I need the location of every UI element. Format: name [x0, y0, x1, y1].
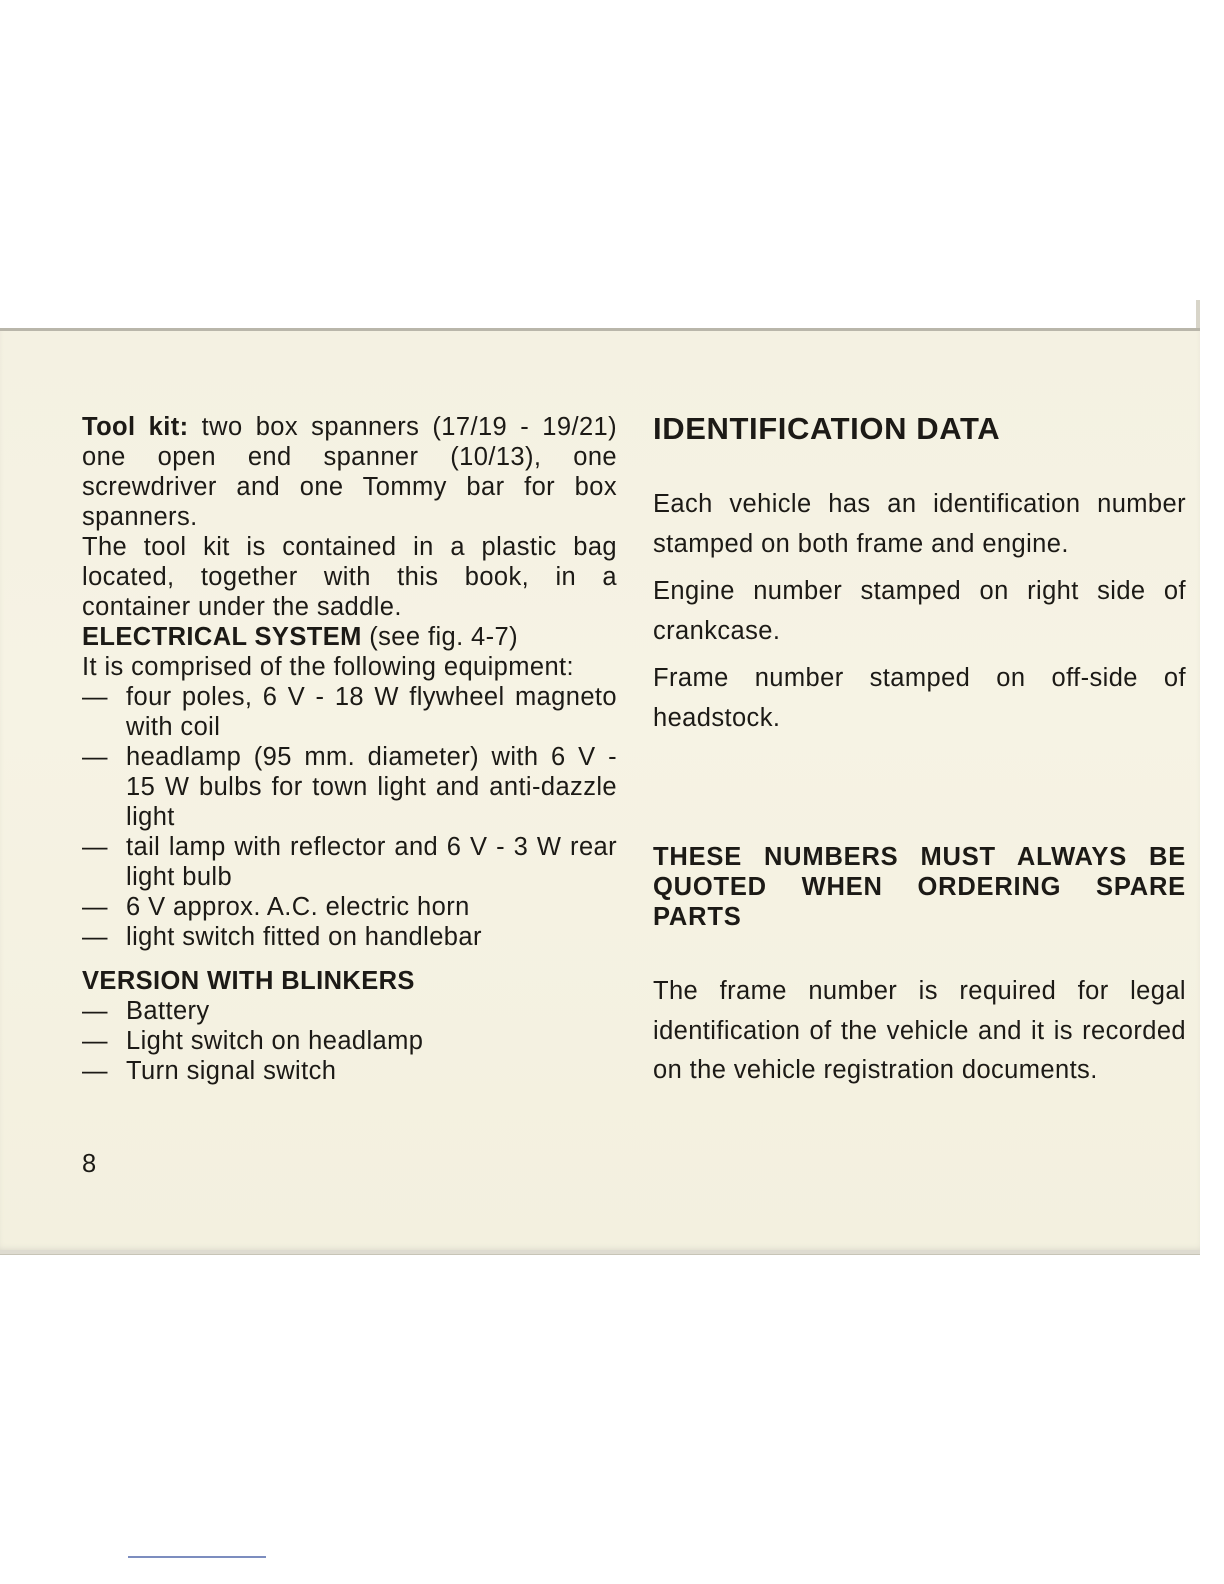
dash-bullet: —	[82, 1057, 108, 1085]
identification-para: Each vehicle has an identification number stamped on both frame and engine.	[653, 490, 1186, 558]
electrical-intro: It is comprised of the following equipment:	[82, 653, 575, 681]
page-title: IDENTIFICATION DATA	[653, 411, 1001, 446]
dash-bullet: —	[82, 743, 108, 771]
tool-kit-paragraph	[82, 412, 617, 532]
frame-number-para: Frame number stamped on off-side of headstock.	[653, 664, 1186, 732]
list-item: — Light switch on headlamp	[82, 1027, 424, 1055]
right-column	[653, 410, 1186, 1091]
dash-bullet: —	[82, 1027, 108, 1055]
electrical-heading: ELECTRICAL SYSTEM	[82, 623, 362, 651]
list-item: — headlamp (95 mm. diameter) with 6 V - 15 W bulbs for town light and anti-dazzle light	[82, 743, 617, 831]
list-item: — Turn signal switch	[82, 1057, 337, 1085]
tool-kit-text: two box spanners (17/19 - 19/21) one open end spanner (10/13), one screwdriver and one Tommy bar for box spanners.	[82, 413, 618, 531]
engine-number-para: Engine number stamped on right side of crankcase.	[653, 577, 1186, 645]
dash-bullet: —	[82, 997, 108, 1025]
left-column	[82, 412, 617, 1086]
dash-bullet: —	[82, 923, 108, 951]
tool-kit-label: Tool kit:	[82, 413, 189, 441]
list-item: — four poles, 6 V - 18 W flywheel magneto with coil	[82, 683, 617, 741]
equipment-list	[82, 682, 617, 952]
page-number: 8	[82, 1150, 97, 1178]
footer-link-underline	[128, 1556, 266, 1558]
dash-bullet: —	[82, 683, 108, 711]
list-item: — light switch fitted on handlebar	[82, 923, 482, 951]
list-item: — tail lamp with reflector and 6 V - 3 W rear light bulb	[82, 833, 617, 891]
list-item: — 6 V approx. A.C. electric horn	[82, 893, 470, 921]
spare-parts-warning: THESE NUMBERS MUST ALWAYS BE QUOTED WHEN ORDERING SPARE PARTS	[653, 843, 1186, 931]
electrical-figure-ref: (see fig. 4-7)	[361, 623, 519, 651]
dash-bullet: —	[82, 833, 108, 861]
legal-identification-para: The frame number is required for legal identification of the vehicle and it is recorded on the vehicle registration documents.	[653, 977, 1186, 1084]
electrical-heading-line	[82, 622, 617, 652]
blinkers-heading: VERSION WITH BLINKERS	[82, 967, 415, 995]
dash-bullet: —	[82, 893, 108, 921]
tool-kit-location: The tool kit is contained in a plastic bag located, together with this book, in a container under the saddle.	[82, 533, 617, 621]
spread-shadow	[0, 1250, 1200, 1254]
blinkers-list	[82, 996, 617, 1086]
list-item: — Battery	[82, 997, 210, 1025]
